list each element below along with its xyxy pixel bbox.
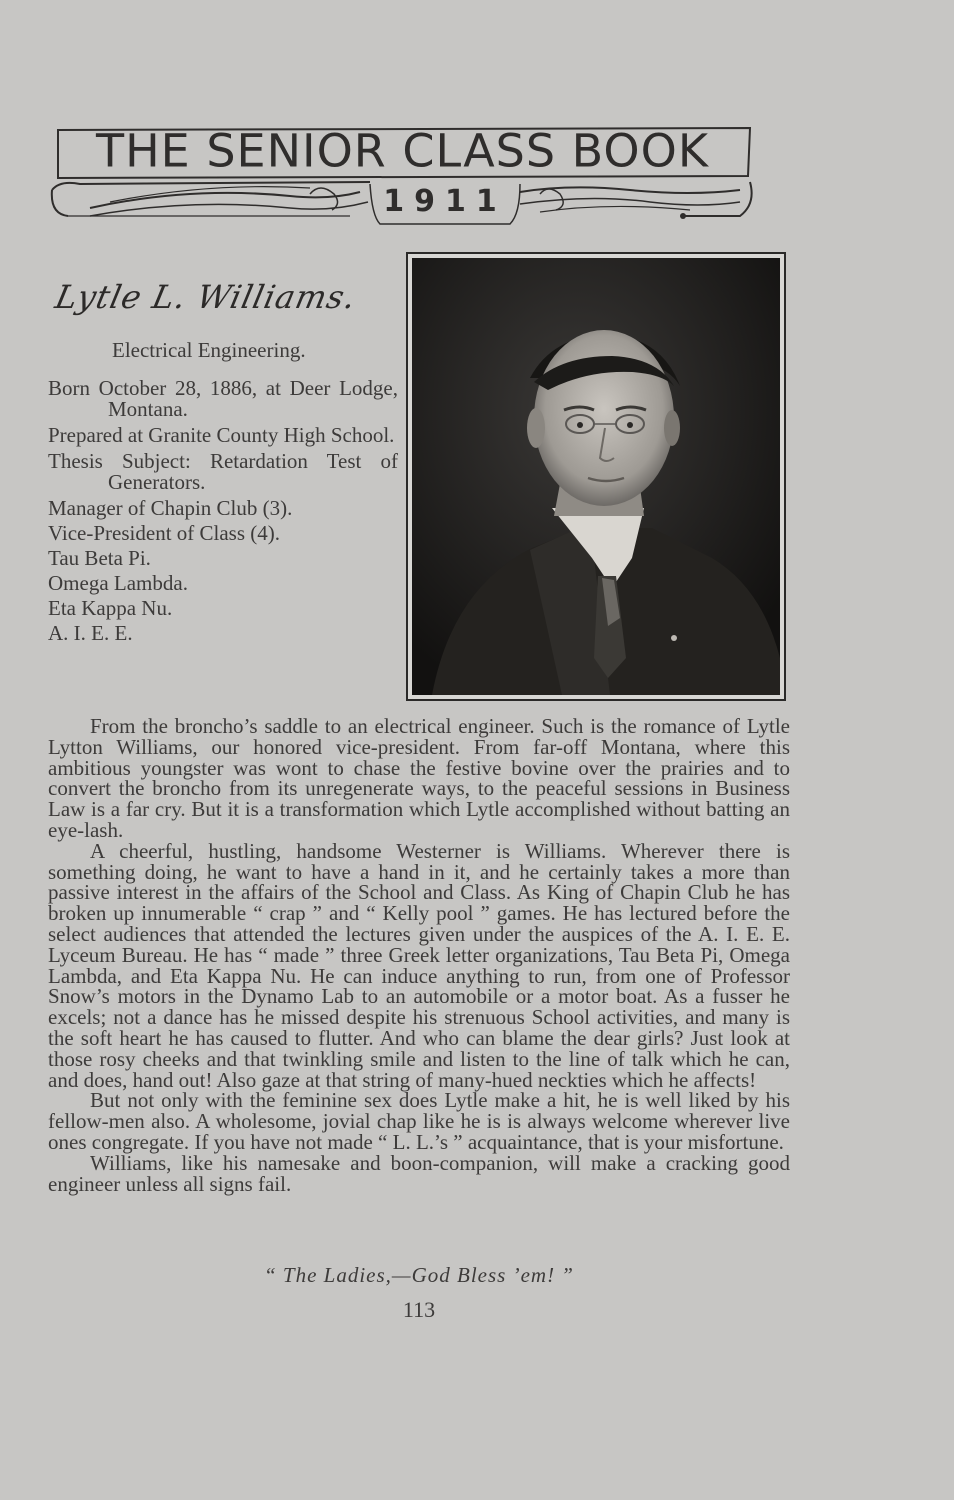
masthead-year: 1911 [383,184,507,219]
signature [51,278,386,338]
biography-paragraph: A cheerful, hustling, handsome Westerner is Williams. Wherever there is something doing, he want to have a hand in it, and he certainly takes a more than passive interest in the affairs of the School and Class. As King of Chapin Club he has broken up innumerable “ crap ” and “ Kelly pool ” games. He has lectured before the select audiences that attended the lectures given under the auspices of the A. I. E. E. Lyceum Bureau. He has “ made ” three Greek letter organizations, Tau Beta Pi, Omega Lambda, and Eta Kappa Nu. He can induce anything to run, from one of Professor Snow’s motors in the Dynamo Lab to an automobile or a motor boat. As a fusser he excels; not a dance has he missed despite his strenuous School activities, and many is the soft heart he has caused to flutter. And who can blame the dear girls? Just look at those rosy cheeks and that twinkling smile and listen to the line of talk which he can, and does, hand out! Also gaze at that string of many-hued neckties which he affects! [48,838,790,1092]
credential-entry: Thesis Subject: Retardation Test of Generators. [48,449,398,494]
biography-paragraph: From the broncho’s saddle to an electrical engineer. Such is the romance of Lytle Lytton Williams, our honored vice-president. From far-off Montana, where this ambitious youngster was wont to chase the festive bovine over the prairies and to convert the broncho from its unregenerate ways, to the peaceful sessions in Business Law is a far cry. But it is a transformation which Lytle accomplished without batting an eye-lash. [48,714,790,842]
credential-entry: Prepared at Granite County High School. [48,423,395,447]
biography-paragraph: But not only with the feminine sex does Lytle make a hit, he is well liked by his fellow-men also. A wholesome, jovial chap like he is is always welcome wherever live ones congregate. If you have not made “ L. L.’s ” acquaintance, that is your misfortune. [48,1088,790,1154]
biography [48,716,790,1194]
biography-paragraph: Williams, like his namesake and boon-companion, will make a cracking good engineer unless all signs fail. [48,1150,790,1196]
masthead-title: THE SENIOR CLASS BOOK [95,124,710,178]
page-number: 113 [402,1297,436,1322]
department: Electrical Engineering. [112,338,306,362]
portrait-photo [406,252,786,701]
credential-item: Eta Kappa Nu. [48,596,173,620]
credential-item: Manager of Chapin Club (3). [48,496,293,520]
signature-text: Lytle L. Williams. [51,278,360,316]
portrait-image [412,258,780,695]
credential-item: A. I. E. E. [48,621,133,645]
credentials [48,340,398,648]
credential-entry: Born October 28, 1886, at Deer Lodge, Montana. [48,376,398,421]
masthead-banner [50,124,755,234]
credential-item: Tau Beta Pi. [48,546,151,570]
credential-item: Vice-President of Class (4). [48,521,281,545]
closing-quote: “ The Ladies,—God Bless ’em! ” [263,1263,574,1287]
credential-item: Omega Lambda. [48,571,188,595]
